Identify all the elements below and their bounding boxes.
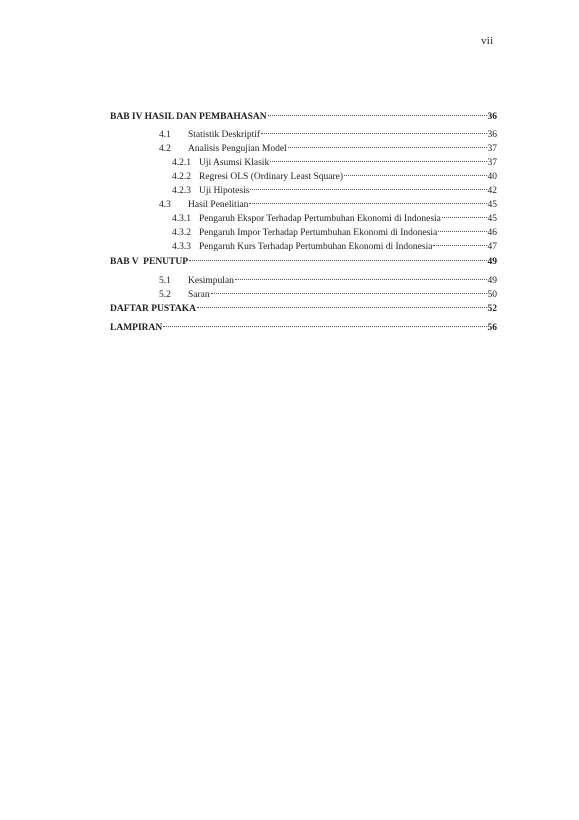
toc-entry-label: DAFTAR PUSTAKA [110,304,196,314]
toc-entry-number: 4.3.1 [172,214,191,224]
toc-entry-page: 40 [487,172,497,182]
toc-entry-5-1[interactable] [159,275,497,287]
toc-entry-page: 50 [487,290,497,300]
page-number: vii [481,35,494,47]
toc-entry-number: 4.2.2 [172,172,191,182]
toc-entry-number: 5.1 [159,276,171,286]
dot-leader [250,189,486,190]
toc-entry-label: Saran [188,290,210,300]
toc-entry-label: Uji Hipotesis [199,186,250,196]
toc-entry-page: 42 [487,186,497,196]
toc-entry-4-3-1[interactable] [172,213,497,225]
toc-entry-number: 4.2 [159,144,171,154]
toc-entry-label: Statistik Deskriptif [188,130,261,140]
toc-entry-label: Regresi OLS (Ordinary Least Square) [199,172,344,182]
toc-entry-label: Pengaruh Ekspor Terhadap Pertumbuhan Ekonomi di Indonesia [199,214,441,224]
dot-leader [288,147,487,148]
dot-leader [344,175,486,176]
toc-entry-page: 37 [487,158,497,168]
toc-entry-number: 4.2.1 [172,158,191,168]
dot-leader [268,115,487,116]
toc-entry-label: Kesimpulan [188,276,234,286]
toc-entry-label: BAB V PENUTUP [110,257,189,267]
dot-leader [261,133,486,134]
toc-entry-label: Pengaruh Kurs Terhadap Pertumbuhan Ekonomi di Indonesia [199,242,433,252]
toc-entry-daftar-pustaka[interactable] [110,303,497,315]
toc-entry-label: LAMPIRAN [110,323,163,333]
toc-entry-page: 36 [487,112,497,122]
dot-leader [197,307,487,308]
toc-entry-4-1[interactable] [159,129,497,141]
dot-leader [163,326,486,327]
toc-entry-bab-iv[interactable] [110,111,497,123]
toc-entry-number: 4.2.3 [172,186,191,196]
toc-entry-number: 4.3.2 [172,228,191,238]
toc-entry-4-3-2[interactable] [172,227,497,239]
dot-leader [235,279,487,280]
toc-entry-number: 4.3 [159,200,171,210]
toc-entry-4-3[interactable] [159,199,497,211]
toc-entry-label: Analisis Pengujian Model [188,144,287,154]
dot-leader [270,161,486,162]
toc-entry-page: 52 [487,304,497,314]
dot-leader [189,260,486,261]
toc-entry-4-3-3[interactable] [172,241,497,253]
toc-entry-4-2-2[interactable] [172,171,497,183]
toc-entry-label: Pengaruh Impor Terhadap Pertumbuhan Ekonomi di Indonesia [199,228,438,238]
toc-entry-page: 56 [487,323,497,333]
toc-entry-number: 5.2 [159,290,171,300]
toc-entry-number: 4.3.3 [172,242,191,252]
toc-entry-page: 45 [487,214,497,224]
toc-entry-page: 47 [487,242,497,252]
toc-entry-page: 46 [487,228,497,238]
dot-leader [438,231,486,232]
dot-leader [433,245,486,246]
toc-entry-number: 4.1 [159,130,171,140]
toc-entry-bab-v[interactable] [110,256,497,268]
toc-entry-lampiran[interactable] [110,322,497,334]
toc-entry-4-2-3[interactable] [172,185,497,197]
toc-entry-4-2-1[interactable] [172,157,497,169]
toc-entry-4-2[interactable] [159,143,497,155]
toc-entry-page: 37 [487,144,497,154]
toc-entry-page: 36 [487,130,497,140]
dot-leader [211,293,487,294]
dot-leader [249,203,486,204]
toc-entry-label: Hasil Penelitian [188,200,249,210]
toc-entry-page: 49 [487,276,497,286]
toc-entry-label: BAB IV HASIL DAN PEMBAHASAN [110,112,267,122]
toc-entry-page: 49 [487,257,497,267]
toc-entry-5-2[interactable] [159,289,497,301]
dot-leader [442,217,487,218]
toc-entry-page: 45 [487,200,497,210]
toc-entry-label: Uji Asumsi Klasik [199,158,270,168]
